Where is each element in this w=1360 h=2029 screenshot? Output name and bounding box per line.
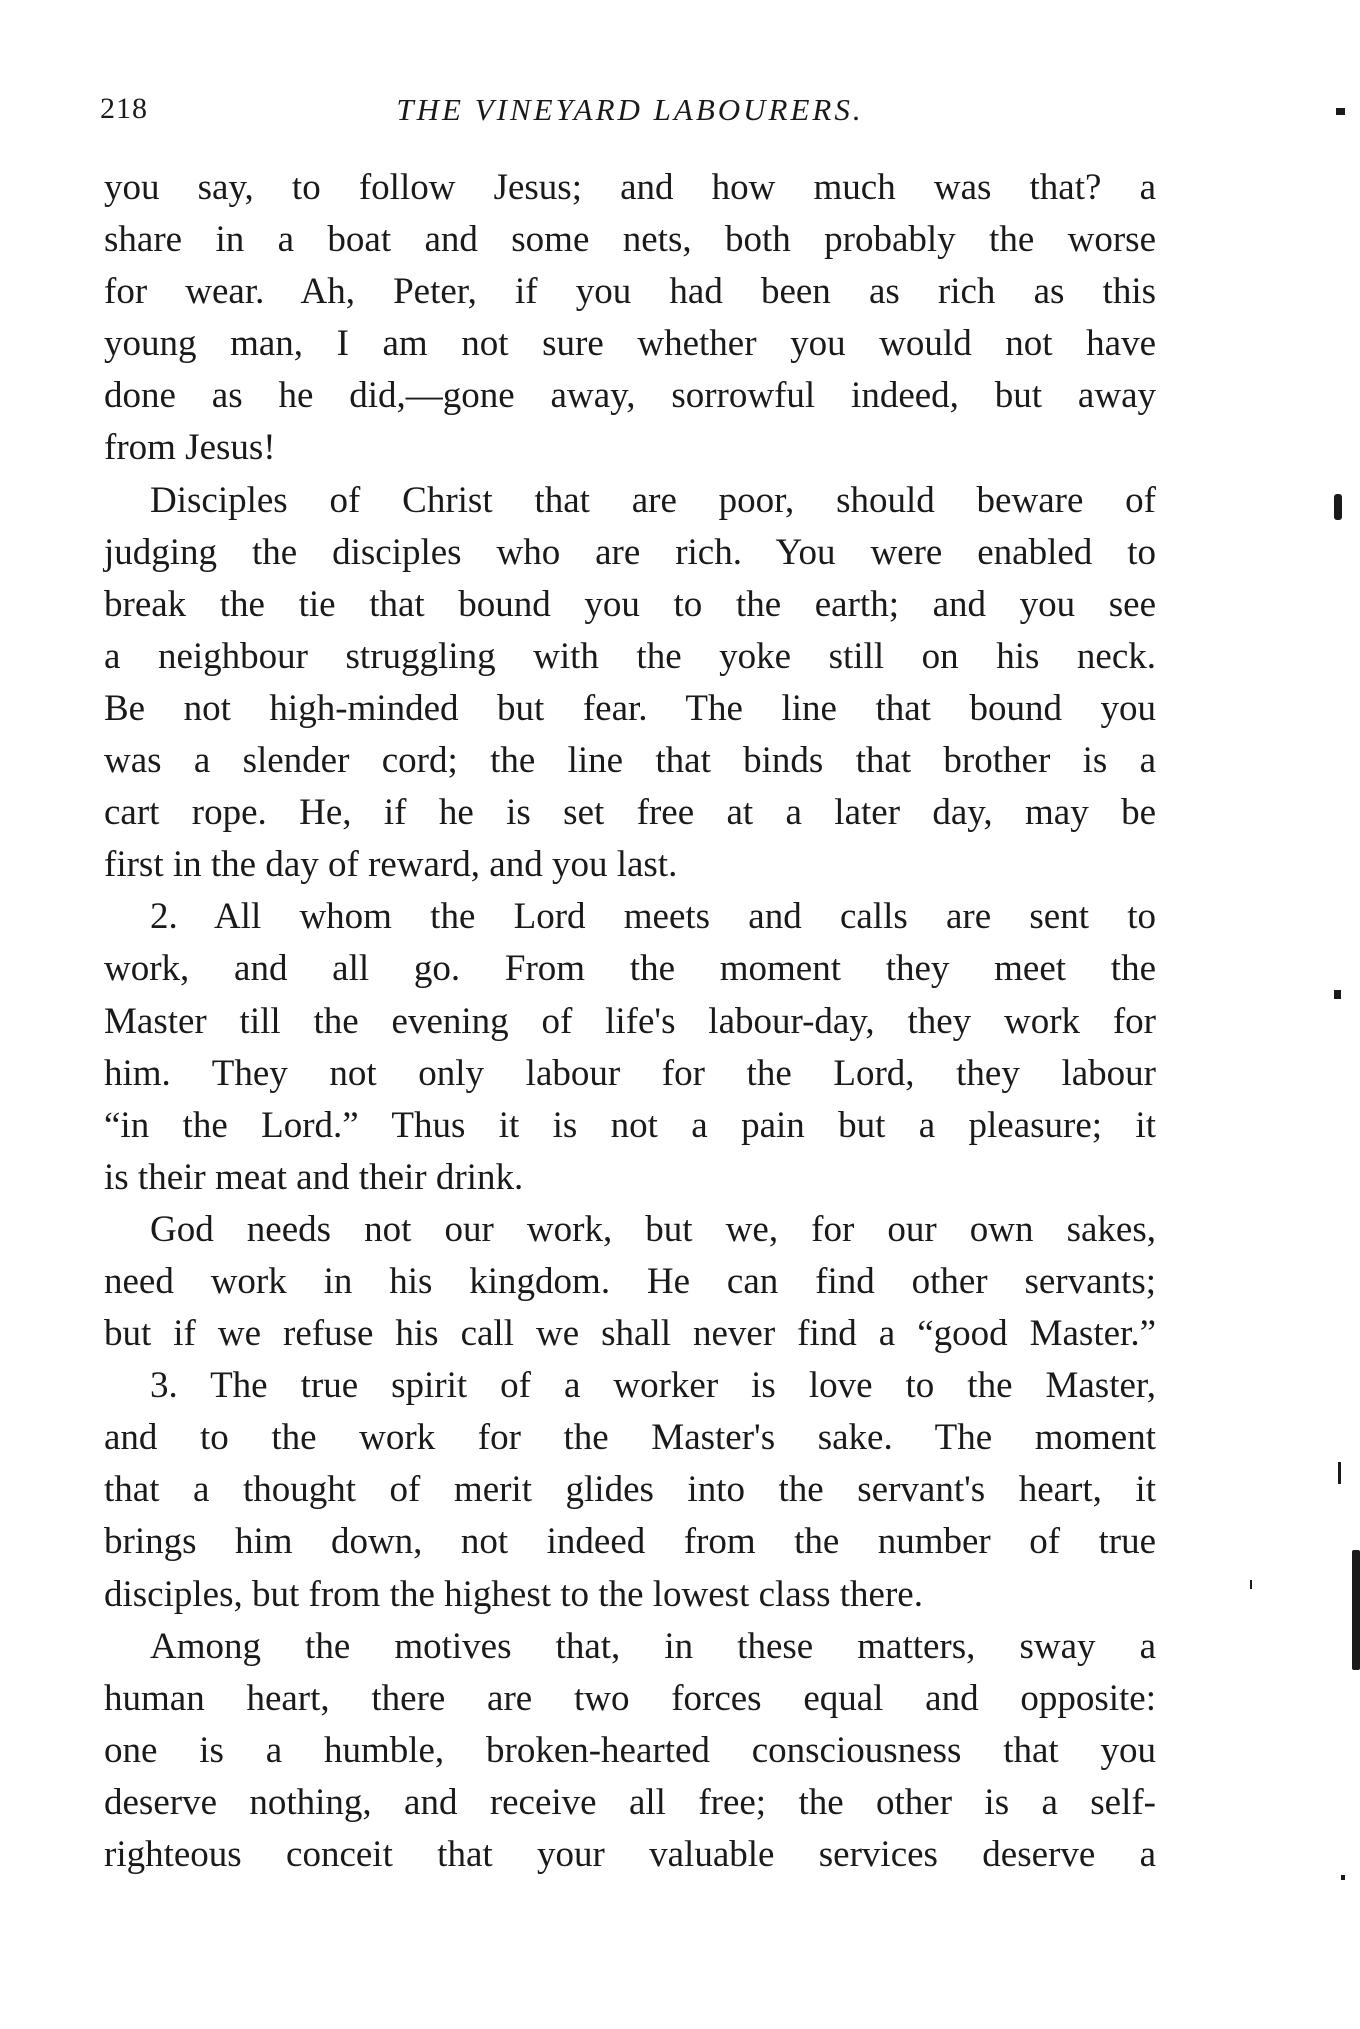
text-line: “in the Lord.” Thus it is not a pain but a pleasure; it [104, 1104, 1156, 1146]
text-line: but if we refuse his call we shall never find a “good Master.” [104, 1313, 1156, 1355]
text-line: Be not high-minded but fear. The line that bound you [104, 687, 1156, 729]
text-line: disciples, but from the highest to the lowest class there. [104, 1573, 923, 1615]
text-line: from Jesus! [104, 427, 276, 469]
text-line: and to the work for the Master's sake. The moment [104, 1417, 1156, 1459]
scan-speck [1334, 494, 1342, 520]
scan-speck [1336, 108, 1345, 115]
text-line: a neighbour struggling with the yoke still on his neck. [104, 635, 1156, 677]
scan-speck [1338, 1462, 1341, 1484]
text-line: cart rope. He, if he is set free at a later day, may be [104, 792, 1156, 834]
scan-speck [1250, 1580, 1252, 1589]
body-text [104, 162, 1156, 1881]
text-line: Master till the evening of life's labour-day, they work for [104, 1000, 1156, 1042]
scan-speck [1352, 1550, 1360, 1670]
running-head [100, 92, 1160, 142]
text-line: you say, to follow Jesus; and how much was that? a [104, 167, 1156, 208]
running-title: THE VINEYARD LABOURERS. [396, 92, 864, 127]
page-number: 218 [100, 92, 148, 125]
paragraph-start-line: God needs not our work, but we, for our own sakes, [150, 1208, 1156, 1250]
paragraph-start-line: 2. All whom the Lord meets and calls are sent to [150, 896, 1156, 938]
scan-speck [1341, 1875, 1345, 1880]
scan-speck [1334, 990, 1341, 999]
text-line: need work in his kingdom. He can find other servants; [104, 1260, 1156, 1302]
paragraph-start-line: 3. The true spirit of a worker is love to the Master, [150, 1365, 1156, 1407]
text-line: judging the disciples who are rich. You were enabled to [104, 531, 1156, 573]
text-line: is their meat and their drink. [104, 1156, 524, 1198]
text-line: was a slender cord; the line that binds that brother is a [104, 740, 1156, 782]
text-line: human heart, there are two forces equal and opposite: [104, 1677, 1156, 1719]
text-line: share in a boat and some nets, both probably the worse [104, 219, 1156, 261]
paragraph-start-line: Disciples of Christ that are poor, should beware of [150, 479, 1156, 521]
paragraph-start-line: Among the motives that, in these matters, sway a [150, 1625, 1156, 1667]
text-line: first in the day of reward, and you last. [104, 844, 678, 886]
text-line: that a thought of merit glides into the servant's heart, it [104, 1469, 1156, 1511]
text-line: brings him down, not indeed from the number of true [104, 1521, 1156, 1563]
text-line: work, and all go. From the moment they meet the [104, 948, 1156, 990]
text-line: break the tie that bound you to the earth; and you see [104, 583, 1156, 625]
text-line: righteous conceit that your valuable services deserve a [104, 1834, 1156, 1875]
text-line: for wear. Ah, Peter, if you had been as rich as this [104, 271, 1156, 313]
text-line: him. They not only labour for the Lord, they labour [104, 1052, 1156, 1094]
text-line: young man, I am not sure whether you would not have [104, 323, 1156, 365]
text-line: done as he did,—gone away, sorrowful indeed, but away [104, 375, 1156, 417]
text-line: one is a humble, broken-hearted consciousness that you [104, 1729, 1156, 1771]
text-line: deserve nothing, and receive all free; the other is a self- [104, 1781, 1156, 1823]
